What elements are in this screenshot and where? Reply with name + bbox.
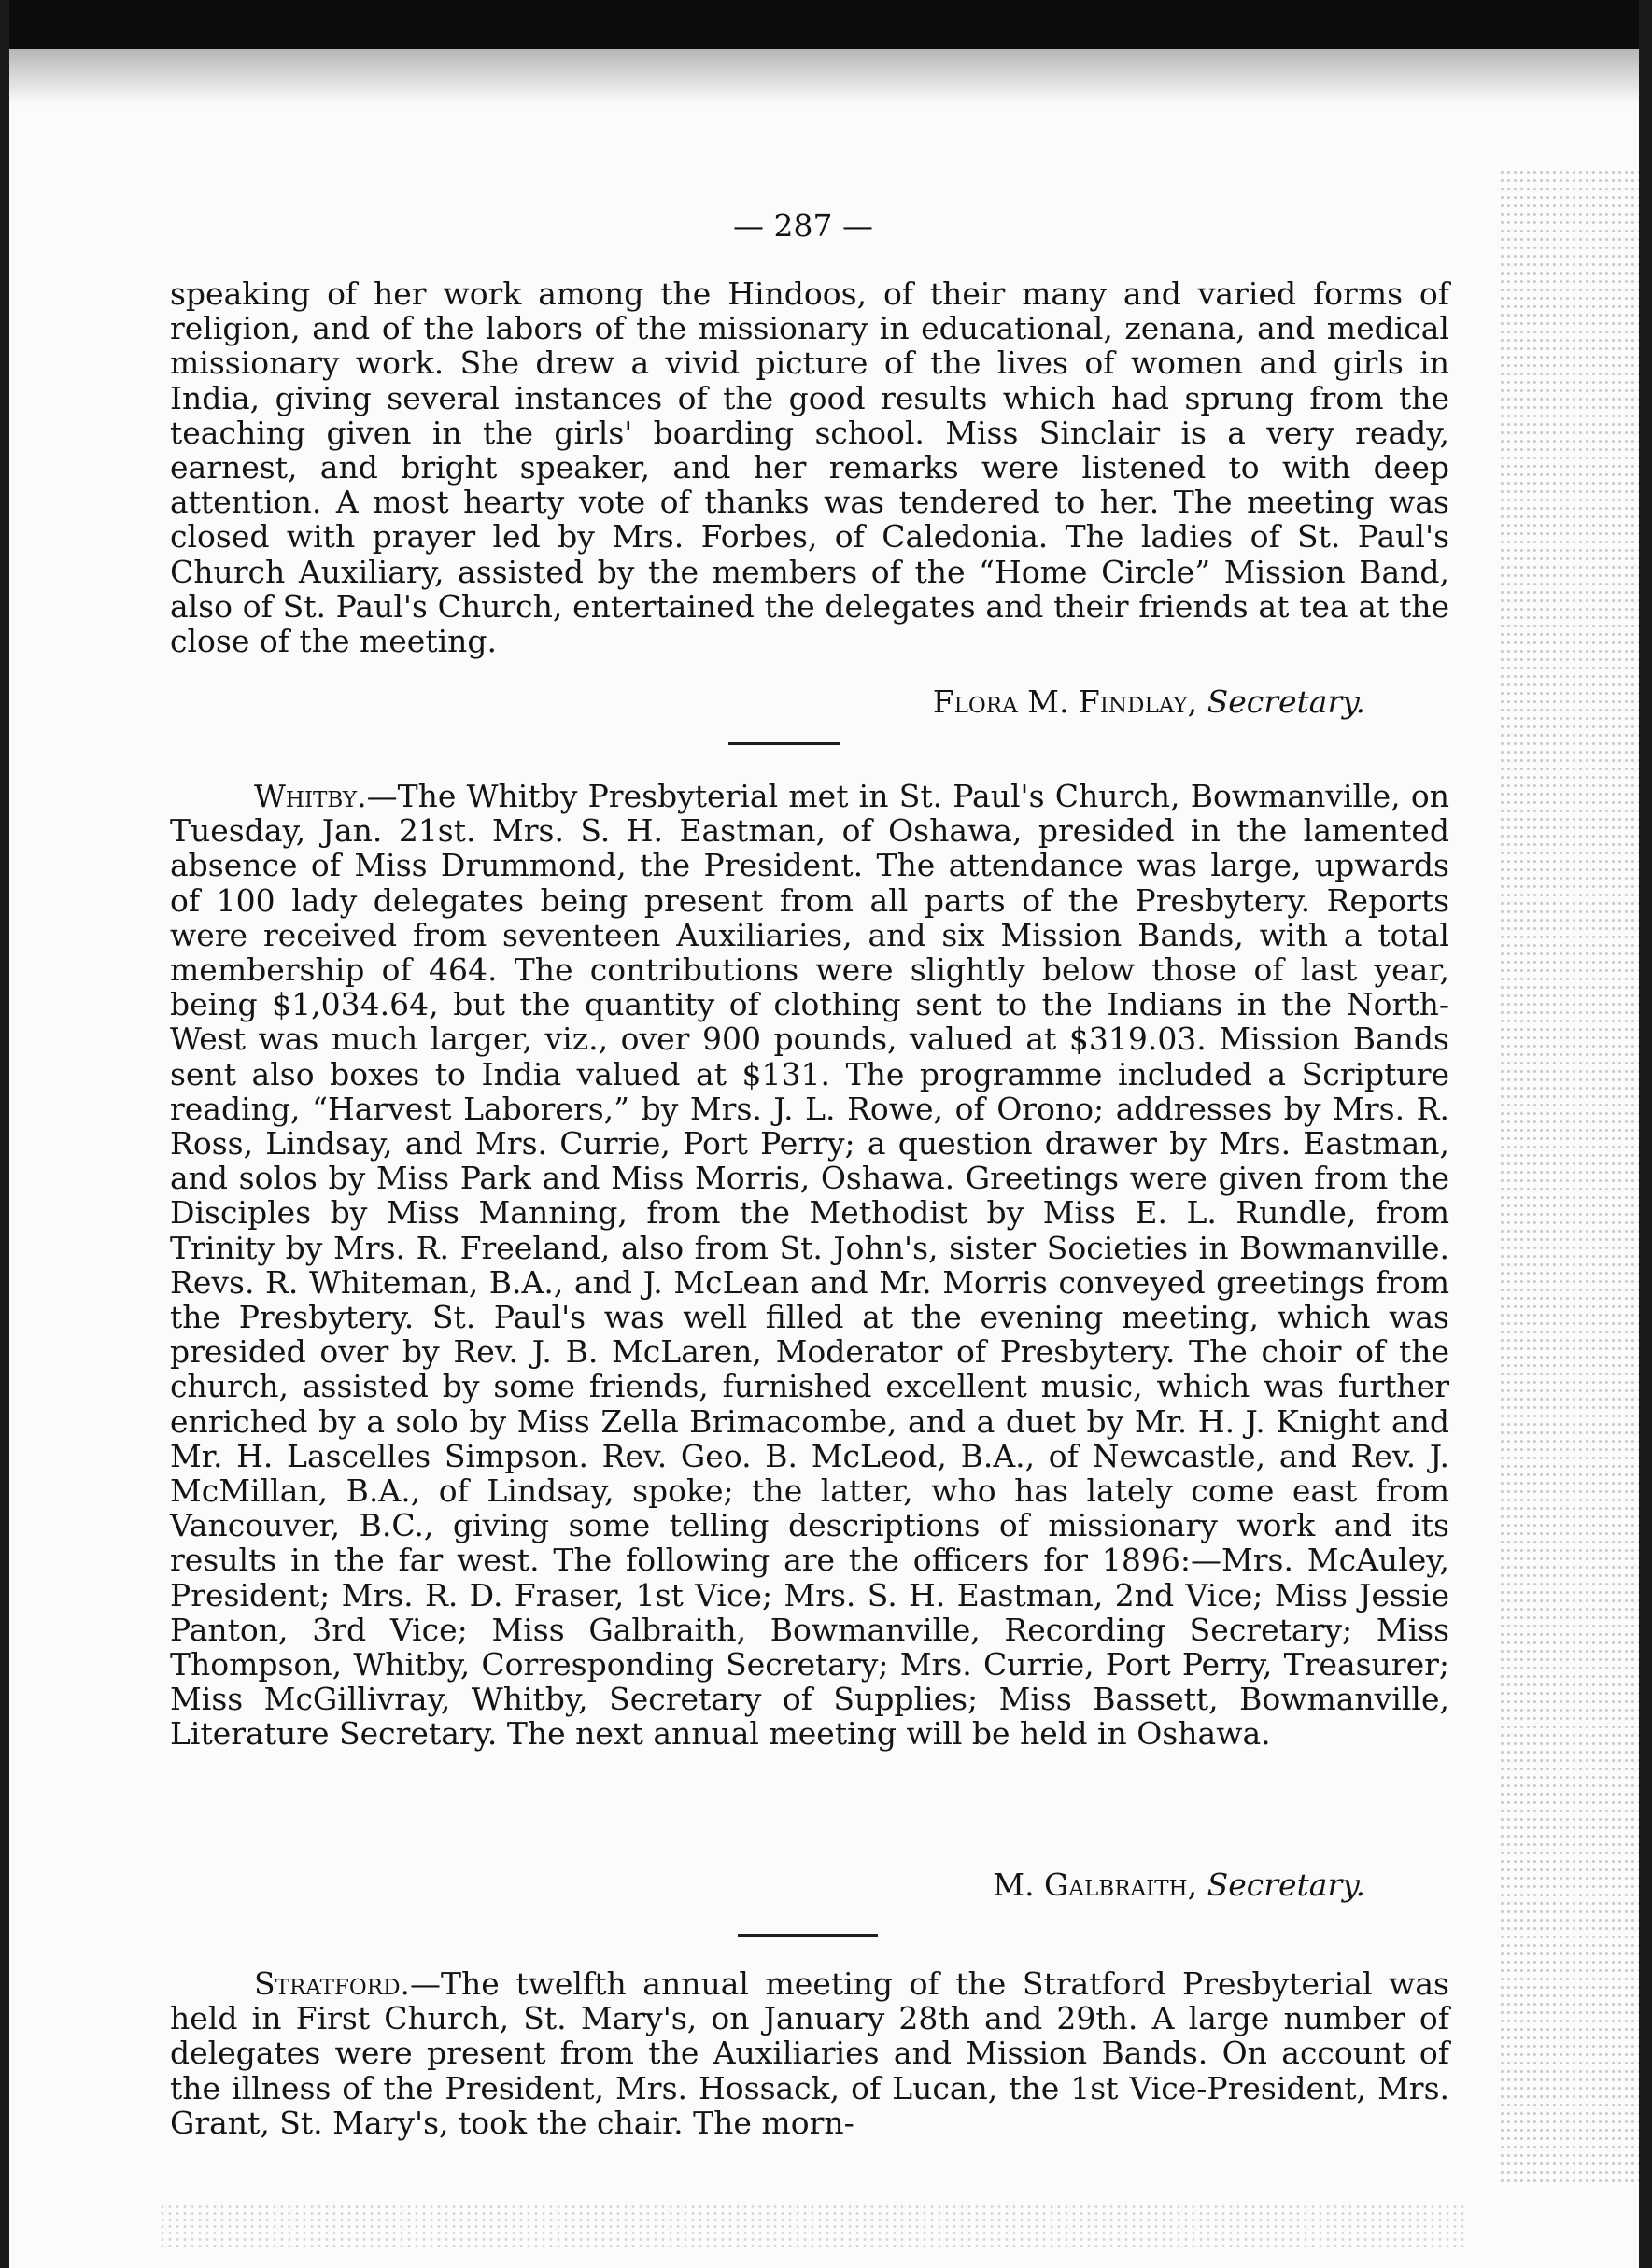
- signature-title: Secretary.: [1207, 1867, 1365, 1903]
- place-heading-whitby: Whitby.: [254, 778, 367, 814]
- scan-right-border: [1639, 0, 1652, 2268]
- signature-title: Secretary.: [1207, 683, 1365, 720]
- signature-findlay: [170, 684, 1365, 719]
- scan-left-border: [0, 0, 9, 2268]
- scan-top-shadow: [0, 49, 1652, 105]
- signature-galbraith: [170, 1867, 1365, 1902]
- signature-name: Flora M. Findlay,: [932, 683, 1198, 720]
- whitby-report-text: —The Whitby Presbyterial met in St. Paul's Church, Bowmanville, on Tuesday, Jan. 21st. Mrs. S. H. Eastman, of Oshawa, presided in the lamented absence of Miss Drummond, the President. The attendance was large, upwards of 100 lady delegates being present from all parts of the Presbytery. Reports were received from seventeen Auxiliaries, and six Mission Bands, with a total membership of 464. The contributions were slightly below those of last year, being $1,034.64, but the quantity of clothing sent to the Indians in the North-West was much larger, viz., over 900 pounds, valued at $319.03. Mission Bands sent also boxes to India valued at $131. The programme included a Scripture reading, “Harvest Laborers,” by Mrs. J. L. Rowe, of Orono; addresses by Mrs. R. Ross, Lindsay, and Mrs. Currie, Port Perry; a question drawer by Mrs. Eastman, and solos by Miss Park and Miss Morris, Oshawa. Greetings were given from the Disciples by Miss Manning, from the Methodist by Miss E. L. Rundle, from Trinity by Mrs. R. Freeland, also from St. John's, sister Societies in Bowmanville. Revs. R. Whiteman, B.A., and J. McLean and Mr. Morris conveyed greetings from the Presbytery. St. Paul's was well filled at the evening meeting, which was presided over by Rev. J. B. McLaren, Moderator of Presbytery. The choir of the church, assisted by some friends, furnished excellent music, which was further enriched by a solo by Miss Zella Brimacombe, and a duet by Mr. H. J. Knight and Mr. H. Lascelles Simpson. Rev. Geo. B. McLeod, B.A., of Newcastle, and Rev. J. McMillan, B.A., of Lindsay, spoke; the latter, who has lately come east from Vancouver, B.C., giving some telling descriptions of missionary work and its results in the far west. The following are the officers for 1896:—Mrs. McAuley, President; Mrs. R. D. Fraser, 1st Vice; Mrs. S. H. Eastman, 2nd Vice; Miss Jessie Panton, 3rd Vice; Miss Galbraith, Bowmanville, Recording Secretary; Miss Thompson, Whitby, Corresponding Secretary; Mrs. Currie, Port Perry, Treasurer; Miss McGillivray, Whitby, Secretary of Supplies; Miss Bassett, Bowmanville, Literature Secretary. The next annual meeting will be held in Oshawa.: [170, 778, 1449, 1753]
- page-number: — 287 —: [733, 207, 873, 244]
- signature-name: M. Galbraith,: [993, 1867, 1198, 1903]
- place-heading-stratford: Stratford.: [254, 1965, 411, 2002]
- scan-noise-right: [1499, 168, 1639, 2185]
- paragraph-whitby-report: [170, 779, 1449, 1752]
- paragraph-stratford-report: [170, 1966, 1449, 2140]
- stratford-report-text: —The twelfth annual meeting of the Stratford Presbyterial was held in First Church, St. Mary's, on January 28th and 29th. A large number of delegates were present from the Auxiliaries and Mission Bands. On account of the illness of the President, Mrs. Hossack, of Lucan, the 1st Vice-President, Mrs. Grant, St. Mary's, took the chair. The morn-: [170, 1965, 1449, 2141]
- section-divider: [738, 1934, 878, 1937]
- section-divider: [728, 742, 840, 745]
- scan-noise-bottom: [159, 2204, 1466, 2250]
- paragraph-hindoos-report: speaking of her work among the Hindoos, of their many and varied forms of religion, and of the labors of the missionary in educational, zenana, and medical missionary work. She drew a vivid picture of the lives of women and girls in India, giving several instances of the good results which had sprung from the teaching given in the girls' boarding school. Miss Sinclair is a very ready, earnest, and bright speaker, and her remarks were listened to with deep attention. A most hearty vote of thanks was tendered to her. The meeting was closed with prayer led by Mrs. Forbes, of Caledonia. The ladies of St. Paul's Church Auxiliary, assisted by the members of the “Home Circle” Mission Band, also of St. Paul's Church, entertained the delegates and their friends at tea at the close of the meeting.: [170, 275, 1449, 660]
- scan-top-border: [0, 0, 1652, 49]
